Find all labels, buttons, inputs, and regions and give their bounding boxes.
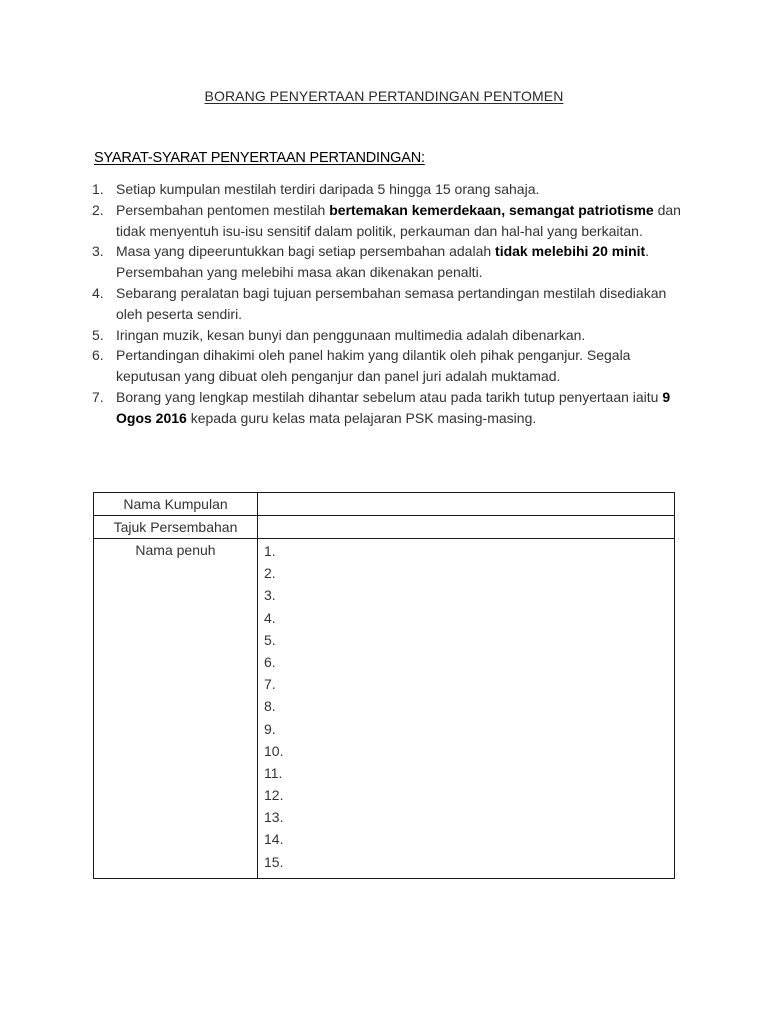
rule-number: 1.: [92, 181, 104, 197]
rule-item: [92, 325, 692, 346]
performance-title-label: Tajuk Persembahan: [94, 516, 258, 539]
rule-item: [92, 200, 692, 242]
member-name-line[interactable]: 2.: [264, 565, 276, 582]
member-name-line[interactable]: 12.: [264, 787, 284, 804]
member-name-line[interactable]: 7.: [264, 676, 276, 693]
rule-number: 7.: [92, 388, 104, 405]
rule-text: kepada guru kelas mata pelajaran PSK masing-masing.: [186, 409, 537, 426]
member-name-line[interactable]: 11.: [264, 764, 283, 781]
rule-text: Masa yang dipeeruntukkan bagi setiap persembahan adalah: [116, 243, 496, 260]
full-name-row: [94, 539, 675, 879]
rule-emphasis-text: tidak melebihi 20 minit: [495, 243, 646, 260]
group-name-row: [94, 493, 675, 516]
rule-item: [92, 283, 692, 325]
full-name-label: Nama penuh: [94, 539, 258, 879]
rule-text: Persembahan pentomen mestilah: [116, 201, 330, 218]
rule-text: Sebarang peralatan bagi tujuan persembahan semasa pertandingan mestilah disediakan oleh peserta sendiri.: [116, 284, 667, 322]
rule-item: [92, 345, 692, 387]
rule-text: Pertandingan dihakimi oleh panel hakim yang dilantik oleh pihak penganjur. Segala keputusan yang dibuat oleh penganjur dan panel juri adalah muktamad.: [116, 347, 631, 385]
rule-item: [92, 387, 692, 429]
member-name-line[interactable]: 5.: [264, 631, 276, 648]
member-name-line[interactable]: 3.: [264, 587, 276, 604]
member-name-line[interactable]: 13.: [264, 809, 284, 826]
member-name-line[interactable]: 10.: [264, 742, 284, 759]
performance-title-row: [94, 516, 675, 539]
member-name-line[interactable]: 4.: [264, 609, 276, 626]
rule-text: Borang yang lengkap mestilah dihantar sebelum atau pada tarikh tutup penyertaan iaitu: [116, 388, 663, 405]
rule-text: . Persembahan yang melebihi masa akan dikenakan penalti.: [116, 243, 650, 281]
rule-emphasis-text: 9 Ogos 2016: [116, 388, 671, 426]
rule-number: 2.: [92, 201, 104, 218]
rule-number: 5.: [92, 326, 104, 343]
member-name-list: [258, 539, 674, 878]
member-name-line[interactable]: 1.: [264, 543, 276, 559]
section-heading: SYARAT-SYARAT PENYERTAAN PERTANDINGAN:: [94, 150, 425, 166]
rule-text: dan tidak menyentuh isu-isu sensitif dalam politik, perkauman dan hal-hal yang berkaitan.: [116, 201, 681, 239]
rule-item: [92, 241, 692, 283]
rule-text: Iringan muzik, kesan bunyi dan penggunaan multimedia adalah dibenarkan.: [116, 326, 586, 343]
rule-item: [92, 179, 692, 200]
member-name-line[interactable]: 15.: [264, 853, 284, 870]
document-title-text: BORANG PENYERTAAN PERTANDINGAN PENTOMEN: [204, 88, 564, 104]
rule-number: 3.: [92, 243, 104, 260]
member-name-line[interactable]: 8.: [264, 698, 276, 715]
group-name-field[interactable]: [258, 493, 675, 516]
member-name-line[interactable]: 14.: [264, 831, 284, 848]
group-name-label: Nama Kumpulan: [94, 493, 258, 516]
rules-list: [92, 179, 692, 429]
full-name-field[interactable]: [258, 539, 675, 879]
rule-emphasis-text: bertemakan kemerdekaan, semangat patriotisme: [329, 201, 654, 218]
performance-title-field[interactable]: [258, 516, 675, 539]
member-name-line[interactable]: 6.: [264, 653, 276, 670]
rule-text: Setiap kumpulan mestilah terdiri daripada 5 hingga 15 orang sahaja.: [116, 181, 540, 197]
entry-form-table: [93, 492, 675, 879]
rule-number: 4.: [92, 284, 104, 301]
rule-number: 6.: [92, 347, 104, 364]
document-title: [0, 88, 768, 104]
member-name-line[interactable]: 9.: [264, 720, 276, 737]
